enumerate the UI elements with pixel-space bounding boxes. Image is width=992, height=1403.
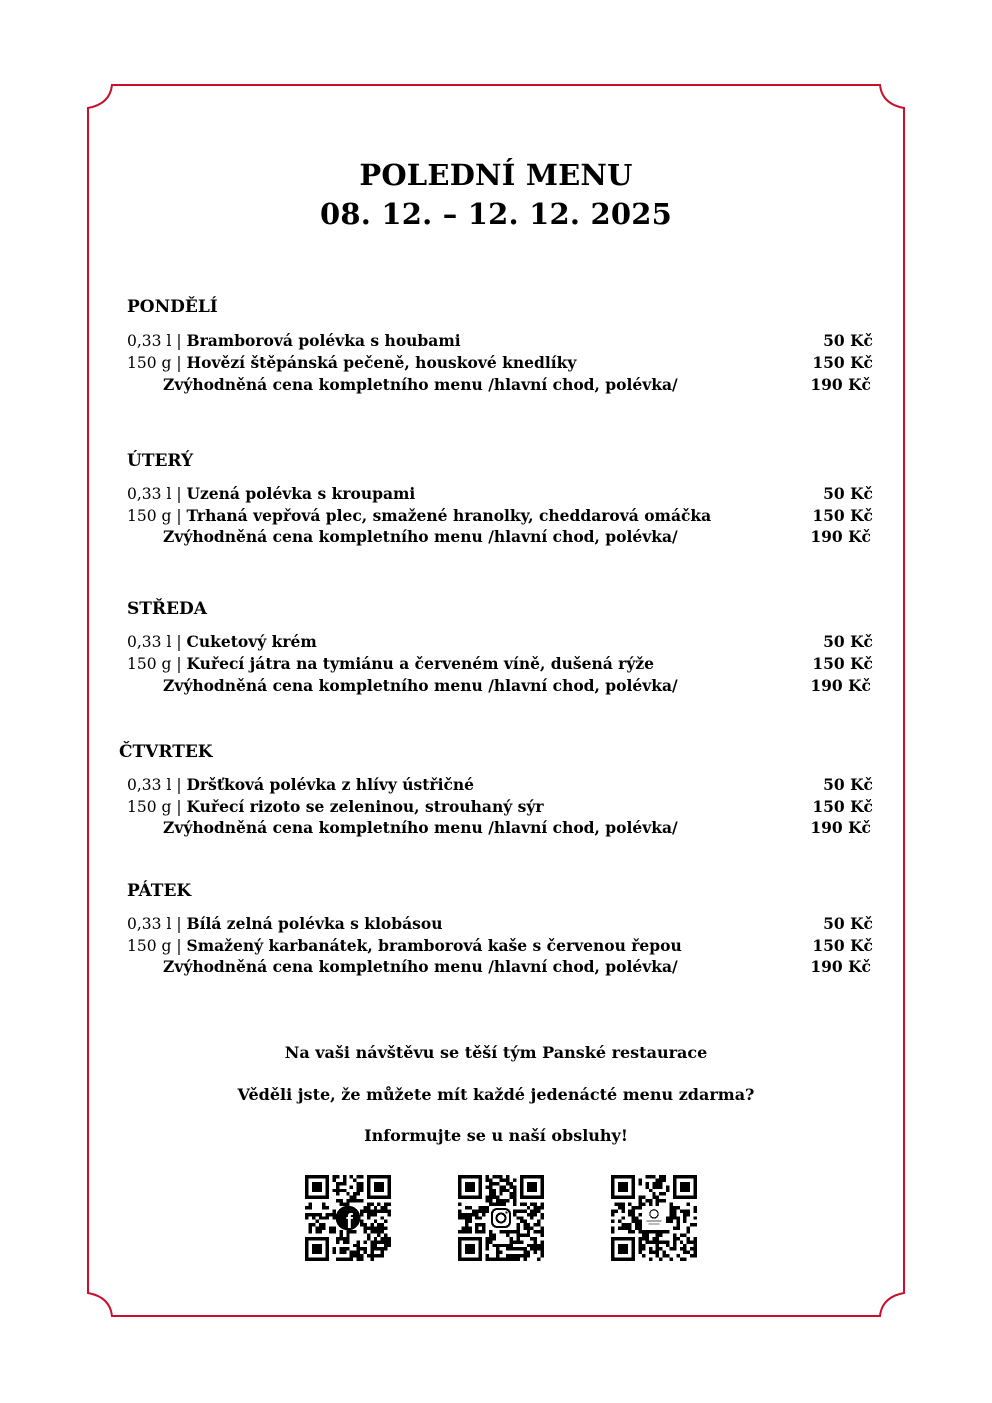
- item-name: Smažený karbanátek, bramborová kaše s červenou řepou: [186, 936, 682, 955]
- instagram-qr-code[interactable]: [458, 1175, 544, 1261]
- item-name: Uzená polévka s kroupami: [186, 484, 416, 503]
- combo-label: Zvýhodněná cena kompletního menu /hlavní chod, polévka/: [163, 375, 678, 394]
- menu-row-main: 150 g | Trhaná vepřová plec, smažené hranolky, cheddarová omáčka 150 Kč: [127, 506, 873, 525]
- item-name: Cuketový krém: [186, 632, 317, 651]
- qr-pattern: [611, 1175, 697, 1261]
- menu-row-main: 150 g | Smažený karbanátek, bramborová kaše s červenou řepou 150 Kč: [127, 936, 873, 955]
- combo-label: Zvýhodněná cena kompletního menu /hlavní chod, polévka/: [163, 957, 678, 976]
- qr-finder-pattern: [673, 1175, 697, 1199]
- item-quantity: 0,33 l: [127, 633, 172, 651]
- item-quantity: 150 g: [127, 798, 172, 816]
- item-name: Dršťková polévka z hlívy ústřičné: [186, 775, 475, 794]
- qr-finder-pattern: [458, 1237, 482, 1261]
- item-quantity: 150 g: [127, 507, 172, 525]
- item-price: 50 Kč: [823, 775, 873, 794]
- qr-finder-pattern: [367, 1175, 391, 1199]
- qr-finder-pattern: [305, 1237, 329, 1261]
- combo-label: Zvýhodněná cena kompletního menu /hlavní chod, polévka/: [163, 818, 678, 837]
- item-price: 50 Kč: [823, 331, 873, 350]
- item-name: Kuřecí játra na tymiánu a červeném víně, dušená rýže: [186, 654, 654, 673]
- item-price: 150 Kč: [812, 797, 873, 816]
- combo-label: Zvýhodněná cena kompletního menu /hlavní chod, polévka/: [163, 527, 678, 546]
- footer-loyalty-question: Věděli jste, že můžete mít každé jedenácté menu zdarma?: [237, 1085, 755, 1104]
- item-price: 150 Kč: [812, 936, 873, 955]
- date-range: 08. 12. – 12. 12. 2025: [320, 197, 672, 231]
- instagram-icon: [491, 1208, 512, 1229]
- item-name: Bramborová polévka s houbami: [186, 331, 461, 350]
- day-heading-wednesday: STŘEDA: [127, 599, 207, 619]
- menu-row-combo: [163, 956, 871, 978]
- item-quantity: 0,33 l: [127, 776, 172, 794]
- qr-pattern: [458, 1175, 544, 1261]
- facebook-icon: [336, 1206, 361, 1233]
- item-price: 150 Kč: [812, 353, 873, 372]
- combo-price: 190 Kč: [810, 375, 871, 394]
- item-price: 50 Kč: [823, 484, 873, 503]
- combo-price: 190 Kč: [810, 957, 871, 976]
- item-name: Trhaná vepřová plec, smažené hranolky, cheddarová omáčka: [186, 506, 712, 525]
- item-quantity: 150 g: [127, 937, 172, 955]
- item-price: 150 Kč: [812, 654, 873, 673]
- restaurant-logo-icon: [644, 1208, 665, 1229]
- combo-price: 190 Kč: [810, 676, 871, 695]
- combo-label: Zvýhodněná cena kompletního menu /hlavní chod, polévka/: [163, 676, 678, 695]
- day-heading-monday: PONDĚLÍ: [127, 297, 218, 317]
- day-heading-thursday: ČTVRTEK: [119, 742, 213, 762]
- item-name: Kuřecí rizoto se zeleninou, strouhaný sýr: [186, 797, 544, 816]
- menu-row-soup: 0,33 l | Dršťková polévka z hlívy ústřičné 50 Kč: [127, 775, 873, 794]
- menu-row-soup: 0,33 l | Cuketový krém 50 Kč: [127, 632, 873, 651]
- menu-row-soup: 0,33 l | Uzená polévka s kroupami 50 Kč: [127, 484, 873, 503]
- menu-row-main: 150 g | Kuřecí rizoto se zeleninou, strouhaný sýr 150 Kč: [127, 797, 873, 816]
- item-name: Bílá zelná polévka s klobásou: [186, 914, 443, 933]
- item-price: 50 Kč: [823, 914, 873, 933]
- qr-pattern: [305, 1175, 391, 1261]
- item-quantity: 0,33 l: [127, 915, 172, 933]
- item-quantity: 0,33 l: [127, 485, 172, 503]
- item-quantity: 150 g: [127, 354, 172, 372]
- facebook-qr-code[interactable]: [305, 1175, 391, 1261]
- menu-row-combo: [163, 374, 871, 396]
- combo-price: 190 Kč: [810, 818, 871, 837]
- menu-row-combo: [163, 817, 871, 839]
- qr-finder-pattern: [305, 1175, 329, 1199]
- item-price: 50 Kč: [823, 632, 873, 651]
- menu-row-main: 150 g | Kuřecí játra na tymiánu a červeném víně, dušená rýže 150 Kč: [127, 654, 873, 673]
- page-title: POLEDNÍ MENU: [359, 158, 633, 192]
- svg-text:f: f: [345, 1209, 353, 1233]
- qr-finder-pattern: [611, 1237, 635, 1261]
- item-price: 150 Kč: [812, 506, 873, 525]
- item-name: Hovězí štěpánská pečeně, houskové knedlíky: [186, 353, 577, 372]
- combo-price: 190 Kč: [810, 527, 871, 546]
- footer-ask-staff: Informujte se u naší obsluhy!: [364, 1126, 628, 1145]
- restaurant-qr-code[interactable]: [611, 1175, 697, 1261]
- footer-welcome: Na vaši návštěvu se těší tým Panské restaurace: [284, 1043, 708, 1062]
- item-quantity: 150 g: [127, 655, 172, 673]
- menu-row-soup: 0,33 l | Bramborová polévka s houbami 50 Kč: [127, 331, 873, 350]
- item-quantity: 0,33 l: [127, 332, 172, 350]
- qr-finder-pattern: [458, 1175, 482, 1199]
- day-heading-friday: PÁTEK: [127, 881, 192, 901]
- day-heading-tuesday: ÚTERÝ: [127, 451, 194, 471]
- menu-row-soup: 0,33 l | Bílá zelná polévka s klobásou 50 Kč: [127, 914, 873, 933]
- qr-finder-pattern: [611, 1175, 635, 1199]
- menu-row-combo: [163, 526, 871, 548]
- qr-finder-pattern: [520, 1175, 544, 1199]
- menu-row-main: 150 g | Hovězí štěpánská pečeně, houskové knedlíky 150 Kč: [127, 353, 873, 372]
- menu-row-combo: [163, 675, 871, 697]
